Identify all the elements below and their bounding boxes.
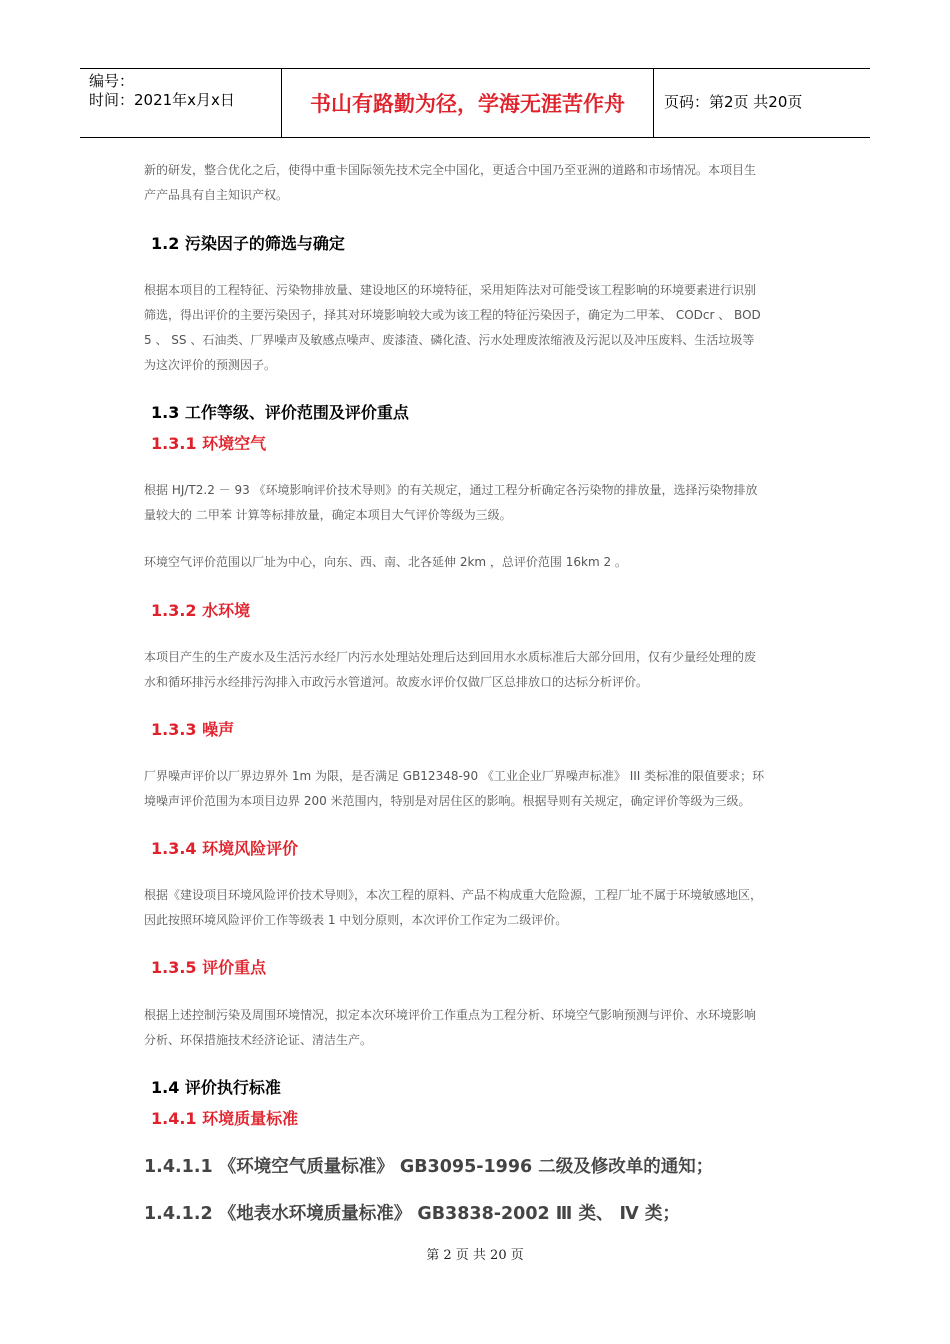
subsection-heading-1-3-2: 1.3.2 水环境 [151,601,251,620]
paragraph-line: 量较大的 二甲苯 计算等标排放量，确定本项目大气评价等级为三级。 [144,508,512,522]
intro-line: 产产品具有自主知识产权。 [144,188,289,202]
section-heading-1-3: 1.3 工作等级、评价范围及评价重点 [151,403,409,422]
paragraph-line: 为这次评价的预测因子。 [144,358,277,372]
paragraph-line: 根据 HJ/T2.2 － 93 《环境影响评价技术导则》的有关规定，通过工程分析确定各污染物的排放量，选择污染物排放 [144,483,758,497]
paragraph-line: 筛选，得出评价的主要污染因子，择其对环境影响较大或为该工程的特征污染因子，确定为二甲苯、 CODcr 、 BOD [144,308,761,322]
subsection-heading-1-3-3: 1.3.3 噪声 [151,720,235,739]
header-motto-cell [282,69,654,137]
paragraph-line: 根据《建设项目环境风险评价技术导则》，本次工程的原料、产品不构成重大危险源，工程厂址不属于环境敏感地区， [144,888,763,902]
paragraph-line: 境噪声评价范围为本项目边界 200 米范围内，特别是对居住区的影响。根据导则有关规定，确定评价等级为三级。 [144,794,751,808]
paragraph-line: 因此按照环境风险评价工作等级表 1 中划分原则，本次评价工作定为二级评价。 [144,913,568,927]
header-date: 时间：2021年x月x日 [89,91,235,109]
paragraph-line: 水和循环排污水经排污沟排入市政污水管道河。故废水评价仅做厂区总排放口的达标分析评价。 [144,675,649,689]
header-motto: 书山有路勤为径，学海无涯苦作舟 [310,92,625,116]
paragraph-line: 根据上述控制污染及周围环境情况，拟定本次环境评价工作重点为工程分析、环境空气影响预测与评价、水环境影响 [144,1008,757,1022]
paragraph-line: 分析、环保措施技术经济论证、清洁生产。 [144,1033,373,1047]
paragraph-line: 环境空气评价范围以厂址为中心，向东、西、南、北各延伸 2km ，总评价范围 16km 2 。 [144,555,627,569]
header-page-number: 页码：第2页 共20页 [664,93,803,111]
section-heading-1-2: 1.2 污染因子的筛选与确定 [151,234,345,253]
paragraph-line: 本项目产生的生产废水及生活污水经厂内污水处理站处理后达到回用水水质标准后大部分回用，仅有少量经处理的废 [144,650,757,664]
header-info-cell [80,69,282,137]
intro-line: 新的研发，整合优化之后，使得中重卡国际领先技术完全中国化，更适合中国乃至亚洲的道路和市场情况。本项目生 [144,163,757,177]
standard-item-1-4-1-1: 1.4.1.1 《环境空气质量标准》 GB3095-1996 二级及修改单的通知； [144,1157,714,1177]
paragraph-line: 根据本项目的工程特征、污染物排放量、建设地区的环境特征，采用矩阵法对可能受该工程影响的环境要素进行识别 [144,283,757,297]
paragraph-line: 5 、 SS 、石油类、厂界噪声及敏感点噪声、废漆渣、磷化渣、污水处理废浓缩液及污泥以及冲压废料、生活垃圾等 [144,333,755,347]
header-number-label: 编号： [89,72,135,90]
subsection-heading-1-3-5: 1.3.5 评价重点 [151,958,267,977]
subsection-heading-1-3-4: 1.3.4 环境风险评价 [151,839,299,858]
header-page-cell [654,69,870,137]
section-heading-1-4: 1.4 评价执行标准 [151,1078,281,1097]
page-header [80,68,870,138]
page-footer: 第 2 页 共 20 页 [426,1248,524,1263]
subsection-heading-1-3-1: 1.3.1 环境空气 [151,434,267,453]
standard-item-1-4-1-2: 1.4.1.2 《地表水环境质量标准》 GB3838-2002 Ⅲ 类、 Ⅳ 类； [144,1204,680,1224]
paragraph-line: 厂界噪声评价以厂界边界外 1m 为限，是否满足 GB12348-90 《工业企业厂界噪声标准》 III 类标准的限值要求；环 [144,769,765,783]
subsection-heading-1-4-1: 1.4.1 环境质量标准 [151,1109,299,1128]
